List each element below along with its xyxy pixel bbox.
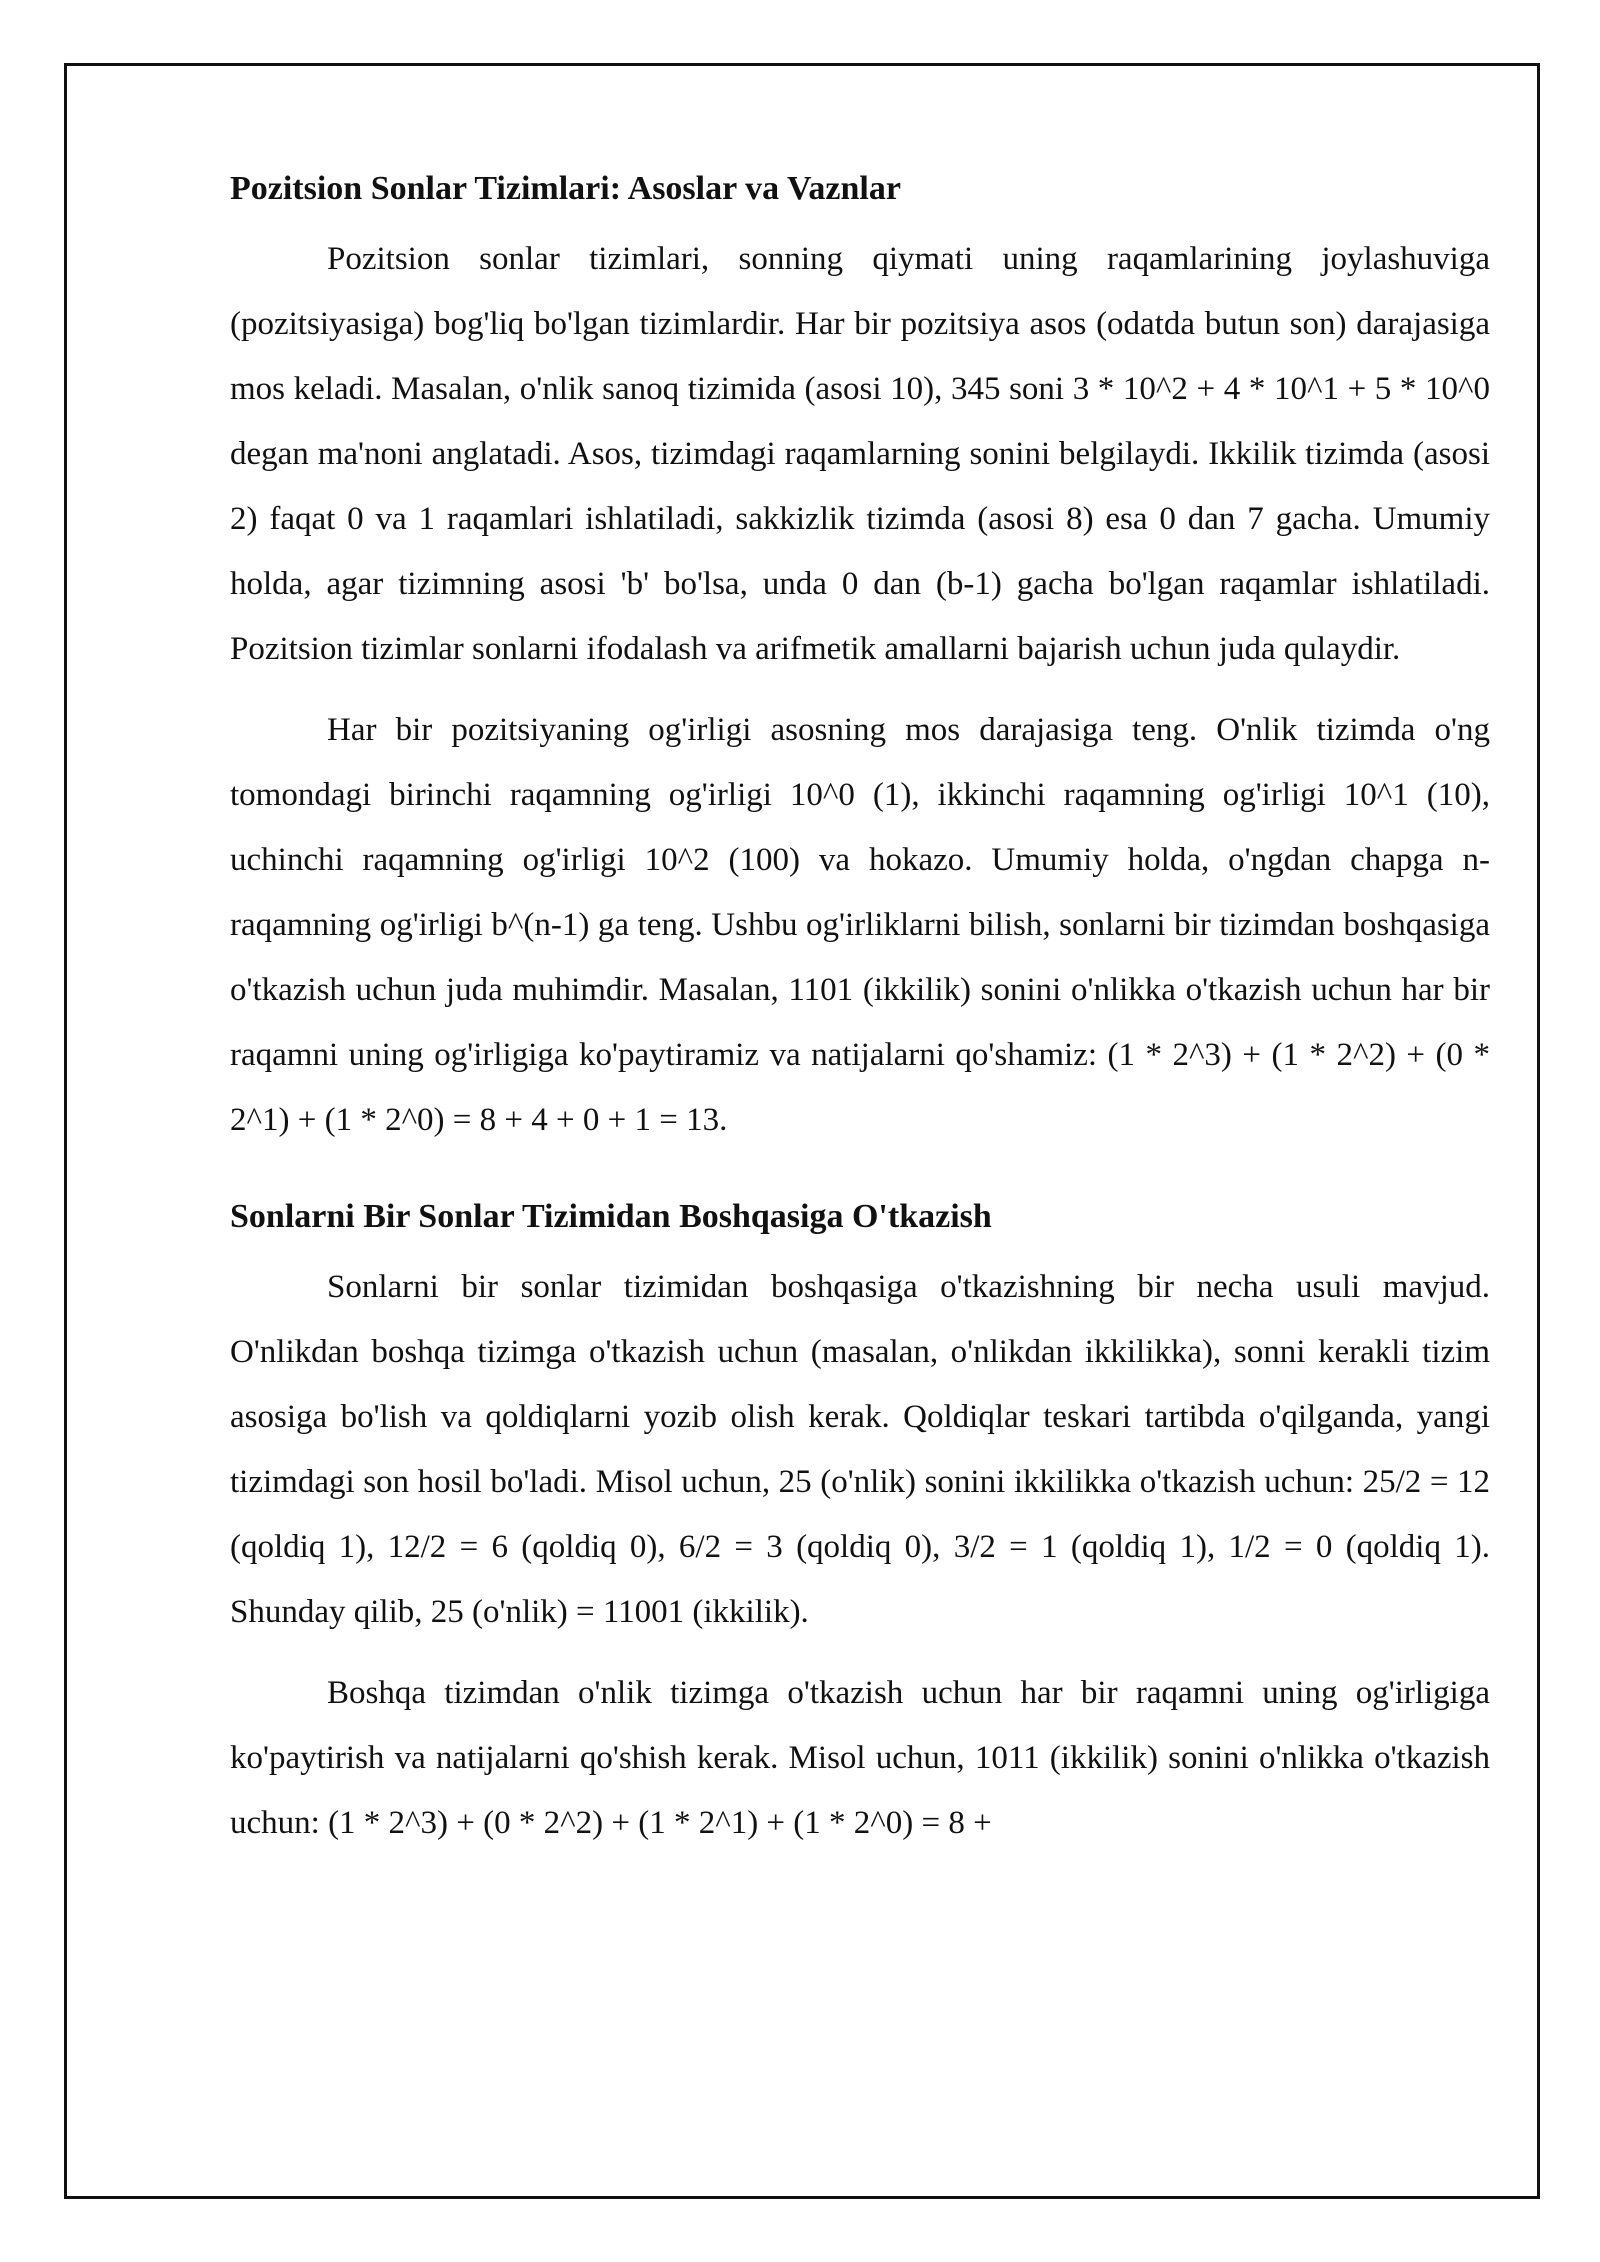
section-heading-positional-systems: Pozitsion Sonlar Tizimlari: Asoslar va Vaznlar xyxy=(230,170,901,207)
document-body xyxy=(230,165,1490,1856)
paragraph-decimal-to-other: Sonlarni bir sonlar tizimidan boshqasiga o'tkazishning bir necha usuli mavjud. O'nlikdan boshqa tizimga o'tkazish uchun (masalan, o'nlikdan ikkilikka), sonni kerakli tizim asosiga bo'lish va qoldiqlarni yozib olish kerak. Qoldiqlar teskari tartibda o'qilganda, yangi tizimdagi son hosil bo'ladi. Misol uchun, 25 (o'nlik) sonini ikkilikka o'tkazish uchun: 25/2 = 12 (qoldiq 1), 12/2 = 6 (qoldiq 0), 6/2 = 3 (qoldiq 0), 3/2 = 1 (qoldiq 1), 1/2 = 0 (qoldiq 1). Shunday qilib, 25 (o'nlik) = 11001 (ikkilik). xyxy=(230,1269,1490,1630)
paragraph-position-weights: Har bir pozitsiyaning og'irligi asosning mos darajasiga teng. O'nlik tizimda o'ng tomondagi birinchi raqamning og'irligi 10^0 (1), ikkinchi raqamning og'irligi 10^1 (10), uchinchi raqamning og'irligi 10^2 (100) va hokazo. Umumiy holda, o'ngdan chapga n-raqamning og'irligi b^(n-1) ga teng. Ushbu og'irliklarni bilish, sonlarni bir tizimdan boshqasiga o'tkazish uchun juda muhimdir. Masalan, 1101 (ikkilik) sonini o'nlikka o'tkazish uchun har bir raqamni uning og'irligiga ko'paytiramiz va natijalarni qo'shamiz: (1 * 2^3) + (1 * 2^2) + (0 * 2^1) + (1 * 2^0) = 8 + 4 + 0 + 1 = 13. xyxy=(230,712,1490,1138)
paragraph-positional-definition: Pozitsion sonlar tizimlari, sonning qiymati uning raqamlarining joylashuviga (pozitsiyasiga) bog'liq bo'lgan tizimlardir. Har bir pozitsiya asos (odatda butun son) darajasiga mos keladi. Masalan, o'nlik sanoq tizimida (asosi 10), 345 soni 3 * 10^2 + 4 * 10^1 + 5 * 10^0 degan ma'noni anglatadi. Asos, tizimdagi raqamlarning sonini belgilaydi. Ikkilik tizimda (asosi 2) faqat 0 va 1 raqamlari ishlatiladi, sakkizlik tizimda (asosi 8) esa 0 dan 7 gacha. Umumiy holda, agar tizimning asosi 'b' bo'lsa, unda 0 dan (b-1) gacha bo'lgan raqamlar ishlatiladi. Pozitsion tizimlar sonlarni ifodalash va arifmetik amallarni bajarish uchun juda qulaydir. xyxy=(230,241,1490,667)
paragraph-other-to-decimal: Boshqa tizimdan o'nlik tizimga o'tkazish uchun har bir raqamni uning og'irligiga ko'paytirish va natijalarni qo'shish kerak. Misol uchun, 1011 (ikkilik) sonini o'nlikka o'tkazish uchun: (1 * 2^3) + (0 * 2^2) + (1 * 2^1) + (1 * 2^0) = 8 + xyxy=(230,1675,1490,1841)
section-heading-conversion: Sonlarni Bir Sonlar Tizimidan Boshqasiga O'tkazish xyxy=(230,1198,992,1235)
